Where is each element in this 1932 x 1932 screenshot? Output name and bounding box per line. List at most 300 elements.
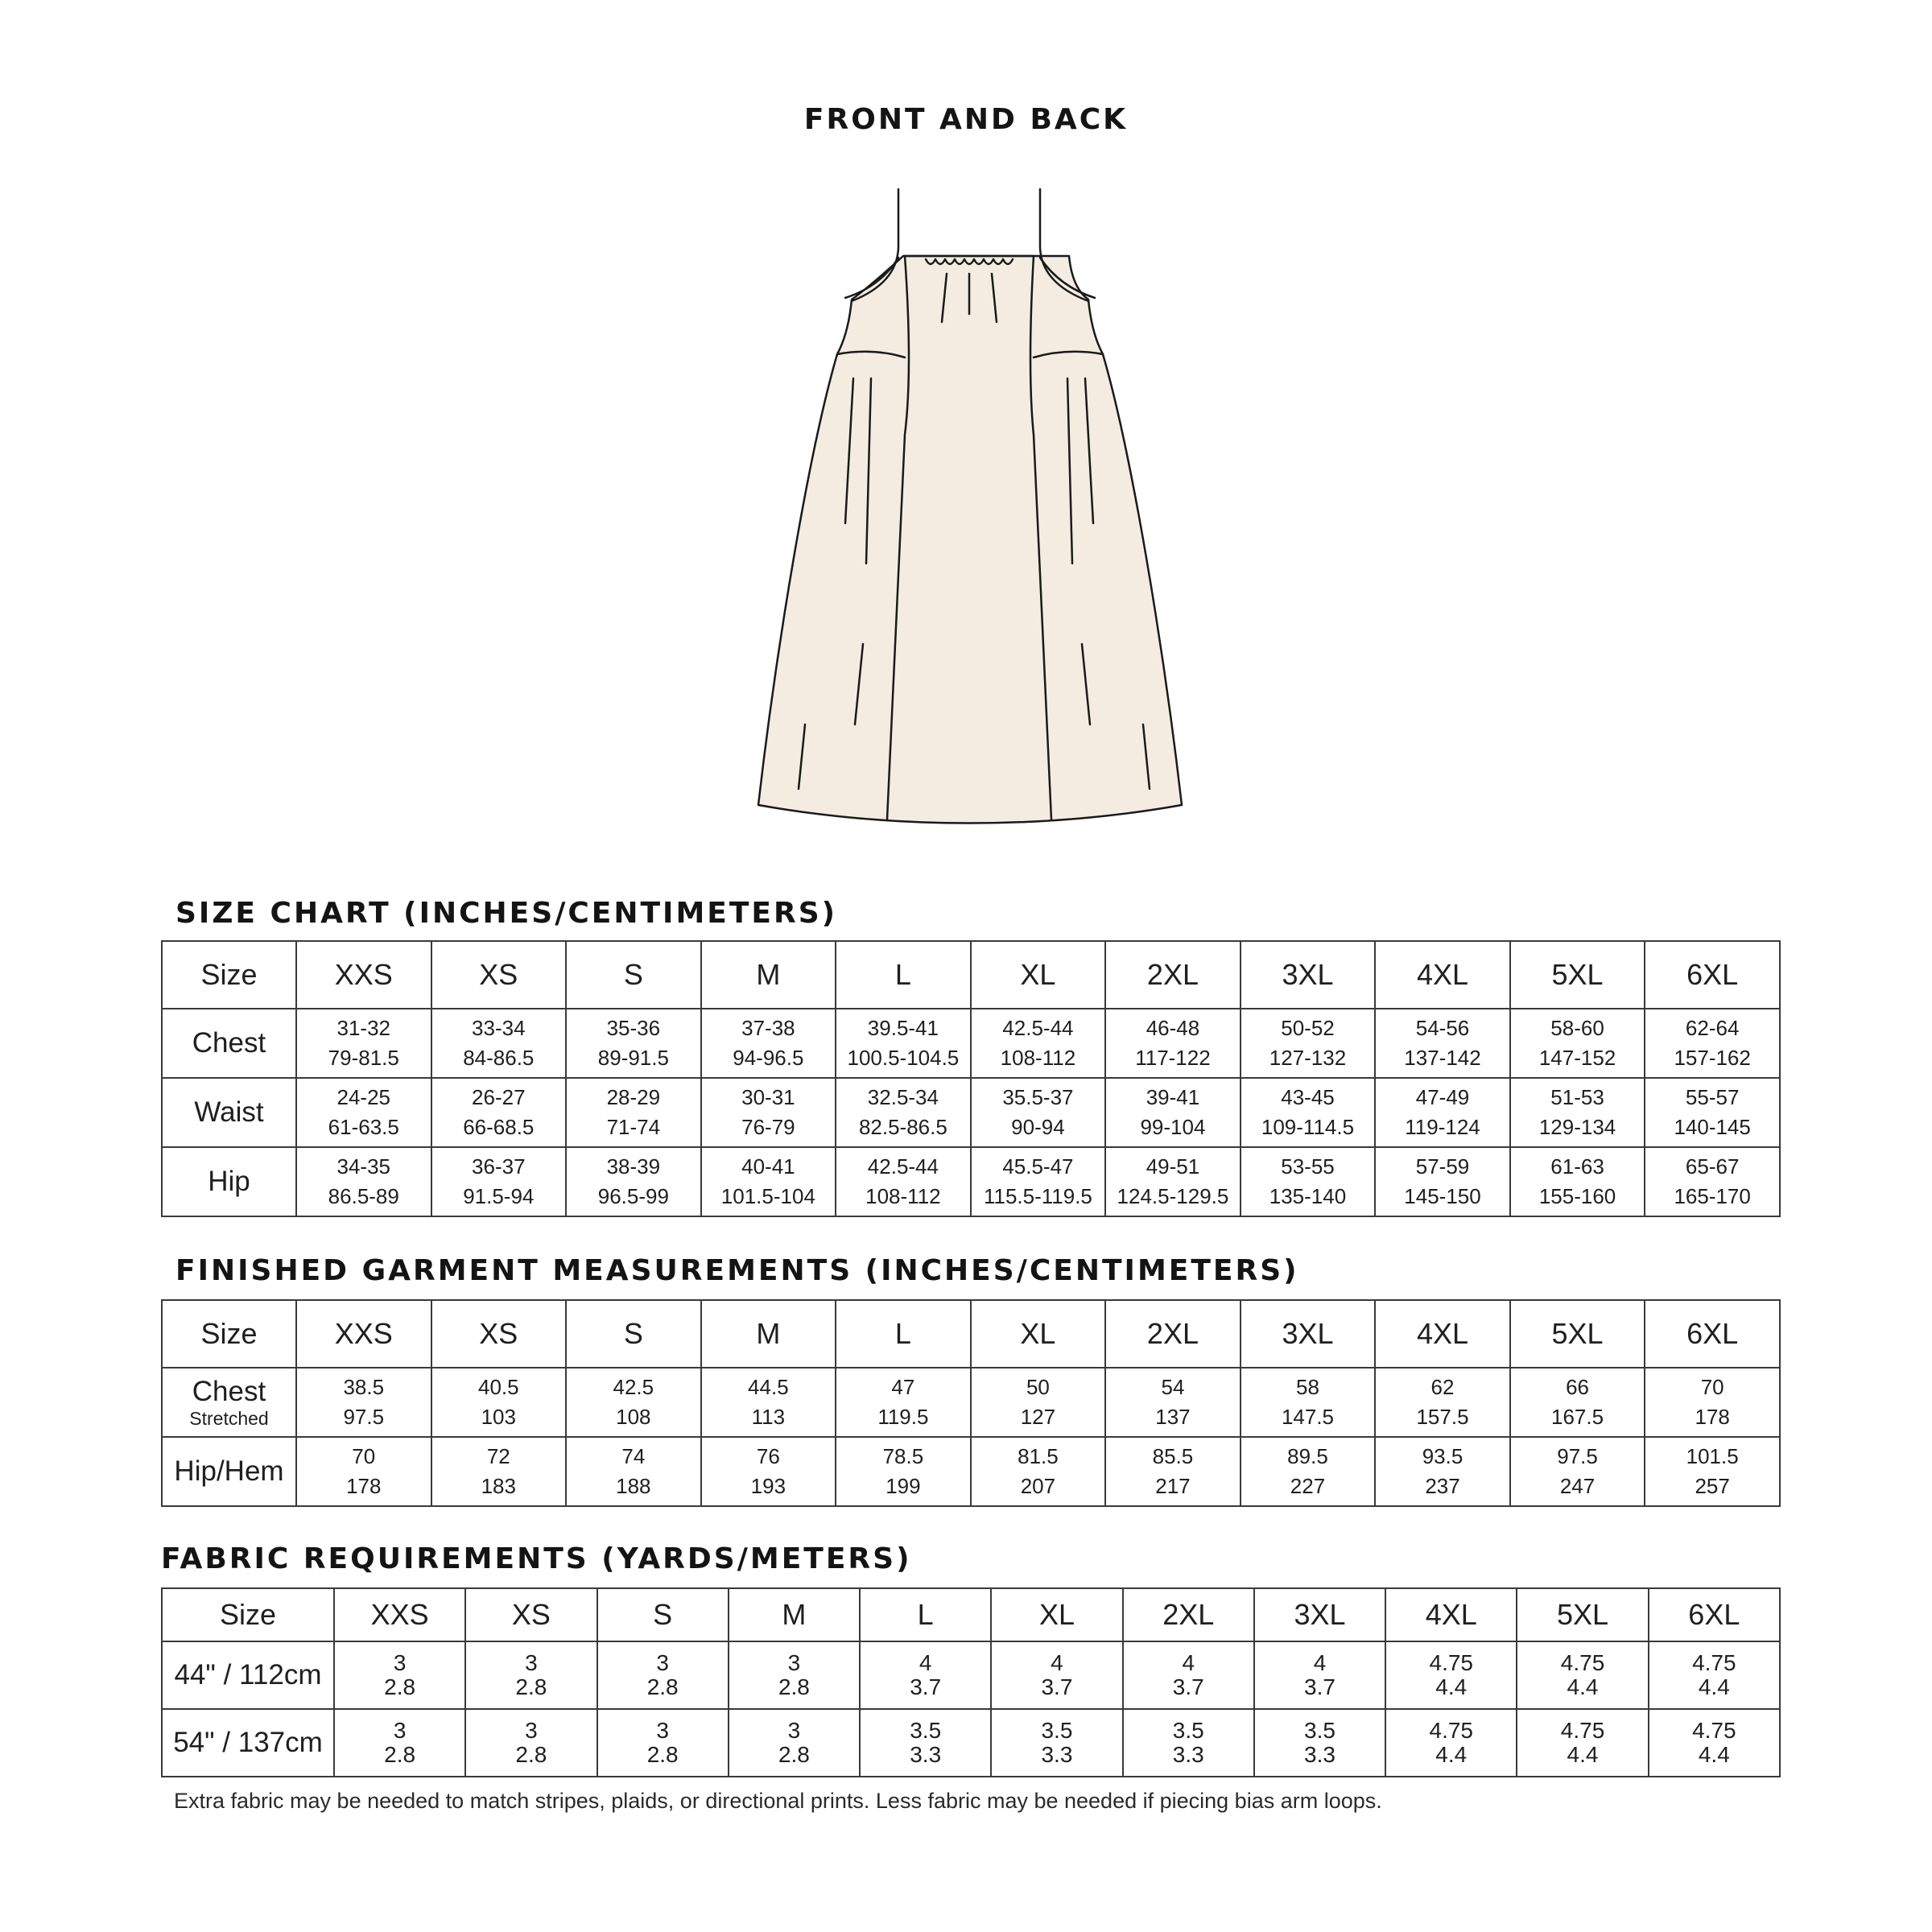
value-secondary: 2.8 xyxy=(646,1674,679,1699)
value-primary: 74 xyxy=(621,1444,646,1468)
value-primary: 34-35 xyxy=(336,1154,391,1179)
measurement-cell xyxy=(971,1147,1106,1216)
measurement-cell xyxy=(296,1009,431,1078)
value-primary: 4.75 xyxy=(1429,1650,1473,1675)
value-secondary: 3.7 xyxy=(910,1674,942,1699)
value-secondary: 2.8 xyxy=(778,1742,810,1767)
table-row xyxy=(162,1147,1780,1216)
value-secondary: 4.4 xyxy=(1698,1674,1730,1699)
value-primary: 40-41 xyxy=(741,1154,795,1179)
value-primary: 46-48 xyxy=(1146,1016,1200,1040)
measurement-cell xyxy=(1375,1147,1510,1216)
value-primary: 4 xyxy=(1313,1650,1327,1675)
row-label-text: 44" / 112cm xyxy=(174,1658,322,1690)
measurement-cell xyxy=(1241,1078,1376,1147)
measurement-cell xyxy=(1645,1078,1780,1147)
size-header-cell: XL xyxy=(991,1588,1122,1641)
value-secondary: 157-162 xyxy=(1674,1046,1751,1070)
measurement-cell xyxy=(566,1437,701,1506)
value-primary: 3.5 xyxy=(910,1718,942,1743)
value-primary: 47 xyxy=(891,1375,915,1399)
measurement-cell xyxy=(1241,1009,1376,1078)
measurement-cell xyxy=(1645,1437,1780,1506)
measurement-cell xyxy=(1645,1009,1780,1078)
row-label-text: Hip xyxy=(208,1165,250,1197)
size-header-cell: 2XL xyxy=(1105,941,1241,1009)
value-primary: 3.5 xyxy=(1304,1718,1335,1743)
measurement-cell xyxy=(566,1009,701,1078)
measurement-cell xyxy=(1385,1641,1517,1709)
value-secondary: 3.7 xyxy=(1304,1674,1335,1699)
size-header-cell: 3XL xyxy=(1241,1300,1376,1368)
value-primary: 4.75 xyxy=(1692,1650,1736,1675)
measurement-cell xyxy=(566,1078,701,1147)
measurement-cell xyxy=(971,1009,1106,1078)
value-primary: 40.5 xyxy=(477,1375,519,1399)
value-secondary: 119.5 xyxy=(877,1405,929,1429)
measurement-cell xyxy=(566,1368,701,1437)
value-secondary: 135-140 xyxy=(1269,1184,1347,1208)
table-row xyxy=(162,1368,1780,1437)
measurement-cell xyxy=(334,1641,465,1709)
value-primary: 43-45 xyxy=(1281,1085,1335,1109)
measurement-cell xyxy=(1510,1078,1645,1147)
measurement-cell xyxy=(431,1009,567,1078)
size-header-label: Size xyxy=(162,941,296,1009)
value-secondary: 4.4 xyxy=(1567,1674,1599,1699)
fabric-chart-title: FABRIC REQUIREMENTS (YARDS/METERS) xyxy=(161,1542,912,1575)
measurement-cell xyxy=(431,1078,567,1147)
size-header-cell: 2XL xyxy=(1105,1300,1241,1368)
value-primary: 65-67 xyxy=(1685,1154,1740,1179)
value-secondary: 94-96.5 xyxy=(733,1046,804,1070)
size-header-cell: 3XL xyxy=(1241,941,1376,1009)
value-secondary: 4.4 xyxy=(1567,1742,1599,1767)
value-primary: 3 xyxy=(525,1650,538,1675)
size-header-cell: 6XL xyxy=(1645,941,1780,1009)
value-primary: 97.5 xyxy=(1557,1444,1598,1468)
value-primary: 70 xyxy=(1700,1375,1724,1399)
dress-body-outline xyxy=(758,256,1182,824)
measurement-cell xyxy=(1105,1009,1241,1078)
value-secondary: 124.5-129.5 xyxy=(1117,1184,1229,1208)
size-header-cell: 4XL xyxy=(1385,1588,1517,1641)
value-secondary: 97.5 xyxy=(343,1405,385,1429)
measurement-cell xyxy=(1241,1368,1376,1437)
value-primary: 93.5 xyxy=(1422,1444,1463,1468)
row-label xyxy=(162,1078,296,1147)
table-row xyxy=(162,1009,1780,1078)
size-header-cell: S xyxy=(597,1588,729,1641)
value-secondary: 108-112 xyxy=(865,1184,941,1208)
value-primary: 35.5-37 xyxy=(1002,1085,1074,1109)
value-primary: 44.5 xyxy=(748,1375,789,1399)
row-sublabel: Stretched xyxy=(189,1407,269,1429)
size-header-cell: XS xyxy=(431,941,567,1009)
measurement-cell xyxy=(465,1641,597,1709)
value-secondary: 227 xyxy=(1290,1474,1326,1498)
measurement-cell xyxy=(991,1641,1122,1709)
dress-illustration xyxy=(753,181,1187,825)
measurement-cell xyxy=(1375,1009,1510,1078)
value-primary: 76 xyxy=(756,1444,780,1468)
value-primary: 35-36 xyxy=(606,1016,661,1040)
value-secondary: 84-86.5 xyxy=(463,1046,535,1070)
size-header-cell: 5XL xyxy=(1517,1588,1648,1641)
size-header-cell: L xyxy=(836,1300,971,1368)
fabric-note: Extra fabric may be needed to match stripes, plaids, or directional prints. Less fabric may be needed if piecing bias arm loops. xyxy=(174,1789,1382,1813)
measurement-cell xyxy=(1241,1437,1376,1506)
measurement-cell xyxy=(431,1147,567,1216)
value-secondary: 2.8 xyxy=(515,1674,547,1699)
value-secondary: 2.8 xyxy=(384,1742,416,1767)
value-secondary: 247 xyxy=(1559,1474,1596,1498)
value-primary: 70 xyxy=(352,1444,376,1468)
size-header-cell: L xyxy=(836,941,971,1009)
measurement-cell xyxy=(971,1078,1106,1147)
measurement-cell xyxy=(296,1078,431,1147)
value-primary: 62 xyxy=(1430,1375,1455,1399)
value-primary: 42.5 xyxy=(613,1375,654,1399)
measurement-cell xyxy=(836,1368,971,1437)
size-header-cell: XXS xyxy=(334,1588,465,1641)
measurement-cell xyxy=(1510,1009,1645,1078)
value-secondary: 127 xyxy=(1020,1405,1056,1429)
size-header-cell: XL xyxy=(971,1300,1106,1368)
measurement-cell xyxy=(836,1078,971,1147)
value-secondary: 127-132 xyxy=(1269,1046,1347,1070)
value-primary: 31-32 xyxy=(336,1016,391,1040)
measurement-cell xyxy=(1510,1147,1645,1216)
measurement-cell xyxy=(1517,1709,1648,1777)
measurement-cell xyxy=(971,1437,1106,1506)
measurement-cell xyxy=(1645,1147,1780,1216)
value-secondary: 257 xyxy=(1695,1474,1730,1498)
table-row xyxy=(162,1641,1780,1709)
measurement-cell xyxy=(729,1641,860,1709)
value-primary: 28-29 xyxy=(606,1085,661,1109)
row-label-text: Chest xyxy=(192,1375,266,1407)
measurement-cell xyxy=(1241,1147,1376,1216)
value-secondary: 99-104 xyxy=(1140,1115,1206,1139)
measurement-cell xyxy=(701,1078,836,1147)
value-secondary: 101.5-104 xyxy=(720,1184,815,1208)
value-secondary: 71-74 xyxy=(606,1115,661,1139)
measurement-cell xyxy=(597,1641,729,1709)
value-secondary: 3.3 xyxy=(910,1742,942,1767)
value-secondary: 2.8 xyxy=(778,1674,810,1699)
value-secondary: 199 xyxy=(886,1474,921,1498)
value-secondary: 193 xyxy=(750,1474,786,1498)
value-primary: 78.5 xyxy=(882,1444,924,1468)
measurement-cell xyxy=(860,1709,991,1777)
value-secondary: 100.5-104.5 xyxy=(847,1046,960,1070)
fabric-requirements-table xyxy=(161,1587,1781,1777)
measurement-cell xyxy=(971,1368,1106,1437)
value-primary: 3 xyxy=(393,1650,407,1675)
measurement-cell xyxy=(1123,1709,1254,1777)
size-header-cell: M xyxy=(701,941,836,1009)
measurement-cell xyxy=(296,1368,431,1437)
value-secondary: 109-114.5 xyxy=(1261,1115,1355,1139)
measurement-cell xyxy=(1517,1641,1648,1709)
value-secondary: 2.8 xyxy=(384,1674,416,1699)
value-primary: 24-25 xyxy=(336,1085,391,1109)
size-header-row xyxy=(162,941,1780,1009)
value-secondary: 137-142 xyxy=(1404,1046,1481,1070)
value-secondary: 129-134 xyxy=(1538,1115,1616,1139)
value-secondary: 155-160 xyxy=(1538,1184,1616,1208)
value-primary: 4.75 xyxy=(1560,1650,1605,1675)
value-secondary: 3.3 xyxy=(1304,1742,1335,1767)
value-secondary: 167.5 xyxy=(1551,1405,1604,1429)
value-secondary: 117-122 xyxy=(1135,1046,1211,1070)
measurement-cell xyxy=(1254,1641,1385,1709)
value-primary: 32.5-34 xyxy=(867,1085,939,1109)
row-label xyxy=(162,1709,334,1777)
row-label xyxy=(162,1147,296,1216)
value-primary: 3 xyxy=(787,1650,801,1675)
value-primary: 50 xyxy=(1026,1375,1050,1399)
value-secondary: 66-68.5 xyxy=(463,1115,535,1139)
value-secondary: 4.4 xyxy=(1698,1742,1730,1767)
value-secondary: 108-112 xyxy=(1000,1046,1076,1070)
row-label-text: Hip/Hem xyxy=(174,1455,284,1487)
value-primary: 57-59 xyxy=(1415,1154,1470,1179)
value-primary: 58 xyxy=(1296,1375,1319,1399)
value-primary: 38-39 xyxy=(606,1154,661,1179)
measurement-cell xyxy=(1123,1641,1254,1709)
value-primary: 4.75 xyxy=(1560,1718,1605,1743)
measurement-cell xyxy=(701,1147,836,1216)
measurement-cell xyxy=(836,1437,971,1506)
size-header-cell: 3XL xyxy=(1254,1588,1385,1641)
value-secondary: 183 xyxy=(481,1474,516,1498)
table-row xyxy=(162,1437,1780,1506)
value-secondary: 140-145 xyxy=(1674,1115,1751,1139)
size-header-cell: 6XL xyxy=(1645,1300,1780,1368)
size-header-cell: XL xyxy=(971,941,1106,1009)
size-header-cell: S xyxy=(566,941,701,1009)
size-header-cell: XS xyxy=(431,1300,567,1368)
value-secondary: 145-150 xyxy=(1404,1184,1481,1208)
measurement-cell xyxy=(465,1709,597,1777)
measurement-cell xyxy=(836,1009,971,1078)
row-label-text: Waist xyxy=(194,1096,264,1128)
value-primary: 89.5 xyxy=(1287,1444,1328,1468)
value-secondary: 147.5 xyxy=(1281,1405,1335,1429)
size-header-row xyxy=(162,1300,1780,1368)
size-header-cell: 4XL xyxy=(1375,1300,1510,1368)
value-primary: 51-53 xyxy=(1550,1085,1604,1109)
value-secondary: 96.5-99 xyxy=(597,1184,669,1208)
value-secondary: 103 xyxy=(481,1405,516,1429)
value-primary: 42.5-44 xyxy=(867,1154,939,1179)
size-header-cell: XXS xyxy=(296,941,431,1009)
value-secondary: 3.3 xyxy=(1172,1742,1204,1767)
measurement-cell xyxy=(1645,1368,1780,1437)
value-secondary: 3.7 xyxy=(1041,1674,1073,1699)
size-header-cell: 5XL xyxy=(1510,941,1645,1009)
row-label xyxy=(162,1641,334,1709)
value-primary: 30-31 xyxy=(741,1085,795,1109)
value-primary: 54-56 xyxy=(1415,1016,1470,1040)
measurement-cell xyxy=(729,1709,860,1777)
value-secondary: 4.4 xyxy=(1435,1674,1468,1699)
measurement-cell xyxy=(431,1437,567,1506)
value-secondary: 86.5-89 xyxy=(328,1184,399,1208)
measurement-cell xyxy=(334,1709,465,1777)
value-secondary: 119-124 xyxy=(1405,1115,1480,1139)
measurement-cell xyxy=(296,1147,431,1216)
measurement-cell xyxy=(860,1641,991,1709)
size-header-cell: 2XL xyxy=(1123,1588,1254,1641)
value-secondary: 113 xyxy=(751,1405,786,1429)
value-primary: 61-63 xyxy=(1550,1154,1604,1179)
size-header-cell: M xyxy=(701,1300,836,1368)
row-label xyxy=(162,1368,296,1437)
measurement-cell xyxy=(296,1437,431,1506)
measurement-cell xyxy=(1649,1709,1780,1777)
measurement-cell xyxy=(1105,1368,1241,1437)
value-primary: 66 xyxy=(1566,1375,1589,1399)
value-primary: 33-34 xyxy=(472,1016,526,1040)
value-primary: 39-41 xyxy=(1146,1085,1200,1109)
size-header-cell: S xyxy=(566,1300,701,1368)
value-secondary: 108 xyxy=(616,1405,651,1429)
measurement-cell xyxy=(836,1147,971,1216)
measurement-cell xyxy=(1510,1368,1645,1437)
value-primary: 3 xyxy=(656,1650,669,1675)
value-primary: 4.75 xyxy=(1429,1718,1473,1743)
size-header-cell: 4XL xyxy=(1375,941,1510,1009)
value-secondary: 76-79 xyxy=(741,1115,795,1139)
value-primary: 101.5 xyxy=(1686,1444,1739,1468)
value-secondary: 3.7 xyxy=(1172,1674,1204,1699)
value-secondary: 2.8 xyxy=(515,1742,547,1767)
size-header-row xyxy=(162,1588,1780,1641)
value-primary: 39.5-41 xyxy=(867,1016,939,1040)
value-secondary: 137 xyxy=(1155,1405,1191,1429)
measurement-cell xyxy=(1254,1709,1385,1777)
value-primary: 26-27 xyxy=(472,1085,526,1109)
value-primary: 38.5 xyxy=(343,1375,385,1399)
value-primary: 53-55 xyxy=(1281,1154,1335,1179)
size-header-cell: XS xyxy=(465,1588,597,1641)
value-secondary: 147-152 xyxy=(1538,1046,1616,1070)
size-header-cell: L xyxy=(860,1588,991,1641)
measurement-cell xyxy=(431,1368,567,1437)
value-primary: 42.5-44 xyxy=(1002,1016,1074,1040)
size-header-cell: M xyxy=(729,1588,860,1641)
measurement-cell xyxy=(1375,1078,1510,1147)
value-primary: 3 xyxy=(525,1718,538,1743)
measurement-cell xyxy=(566,1147,701,1216)
value-primary: 81.5 xyxy=(1018,1444,1059,1468)
value-primary: 55-57 xyxy=(1685,1085,1740,1109)
measurement-cell xyxy=(1375,1437,1510,1506)
value-primary: 3.5 xyxy=(1041,1718,1073,1743)
value-primary: 36-37 xyxy=(472,1154,526,1179)
value-secondary: 90-94 xyxy=(1011,1115,1065,1139)
value-secondary: 91.5-94 xyxy=(463,1184,535,1208)
size-header-label: Size xyxy=(162,1300,296,1368)
measurement-cell xyxy=(1649,1641,1780,1709)
measurement-cell xyxy=(701,1437,836,1506)
measurement-cell xyxy=(1510,1437,1645,1506)
measurement-cell xyxy=(1105,1147,1241,1216)
row-label xyxy=(162,1009,296,1078)
value-primary: 37-38 xyxy=(741,1016,795,1040)
value-primary: 4 xyxy=(1051,1650,1063,1675)
value-primary: 62-64 xyxy=(1685,1016,1740,1040)
measurement-cell xyxy=(701,1368,836,1437)
value-primary: 45.5-47 xyxy=(1002,1154,1074,1179)
value-primary: 49-51 xyxy=(1146,1154,1200,1179)
value-primary: 4 xyxy=(1182,1650,1195,1675)
size-header-cell: 6XL xyxy=(1649,1588,1780,1641)
value-secondary: 217 xyxy=(1155,1474,1191,1498)
measurement-cell xyxy=(991,1709,1122,1777)
value-primary: 54 xyxy=(1161,1375,1185,1399)
measurement-cell xyxy=(1375,1368,1510,1437)
value-primary: 4 xyxy=(919,1650,932,1675)
value-secondary: 178 xyxy=(346,1474,382,1498)
table-row xyxy=(162,1078,1780,1147)
value-secondary: 82.5-86.5 xyxy=(858,1115,947,1139)
measurement-cell xyxy=(1385,1709,1517,1777)
value-secondary: 165-170 xyxy=(1674,1184,1751,1208)
value-secondary: 157.5 xyxy=(1416,1405,1469,1429)
size-header-cell: 5XL xyxy=(1510,1300,1645,1368)
size-chart-title: SIZE CHART (INCHES/CENTIMETERS) xyxy=(175,897,838,930)
value-secondary: 2.8 xyxy=(646,1742,679,1767)
value-secondary: 4.4 xyxy=(1435,1742,1468,1767)
garment-chart-title: FINISHED GARMENT MEASUREMENTS (INCHES/CENTIMETERS) xyxy=(175,1254,1299,1287)
value-secondary: 79-81.5 xyxy=(328,1046,399,1070)
size-header-cell: XXS xyxy=(296,1300,431,1368)
value-secondary: 61-63.5 xyxy=(328,1115,399,1139)
row-label-text: Chest xyxy=(192,1026,266,1059)
value-primary: 47-49 xyxy=(1415,1085,1470,1109)
value-secondary: 115.5-119.5 xyxy=(983,1184,1092,1208)
row-label-text: 54" / 137cm xyxy=(173,1726,323,1758)
value-primary: 72 xyxy=(486,1444,510,1468)
value-secondary: 178 xyxy=(1695,1405,1730,1429)
value-secondary: 3.3 xyxy=(1041,1742,1073,1767)
measurement-cell xyxy=(1105,1437,1241,1506)
value-primary: 58-60 xyxy=(1550,1016,1604,1040)
value-secondary: 237 xyxy=(1425,1474,1460,1498)
measurement-cell xyxy=(701,1009,836,1078)
front-and-back-title: FRONT AND BACK xyxy=(803,103,1129,136)
value-primary: 50-52 xyxy=(1281,1016,1335,1040)
row-label xyxy=(162,1437,296,1506)
size-chart-table xyxy=(161,940,1781,1217)
value-secondary: 188 xyxy=(616,1474,651,1498)
garment-measurements-table xyxy=(161,1299,1781,1507)
value-secondary: 207 xyxy=(1020,1474,1056,1498)
table-row xyxy=(162,1709,1780,1777)
value-primary: 3.5 xyxy=(1172,1718,1204,1743)
size-header-label: Size xyxy=(162,1588,334,1641)
value-primary: 4.75 xyxy=(1692,1718,1736,1743)
measurement-cell xyxy=(597,1709,729,1777)
value-primary: 85.5 xyxy=(1152,1444,1194,1468)
measurement-cell xyxy=(1105,1078,1241,1147)
value-primary: 3 xyxy=(787,1718,801,1743)
value-primary: 3 xyxy=(393,1718,407,1743)
